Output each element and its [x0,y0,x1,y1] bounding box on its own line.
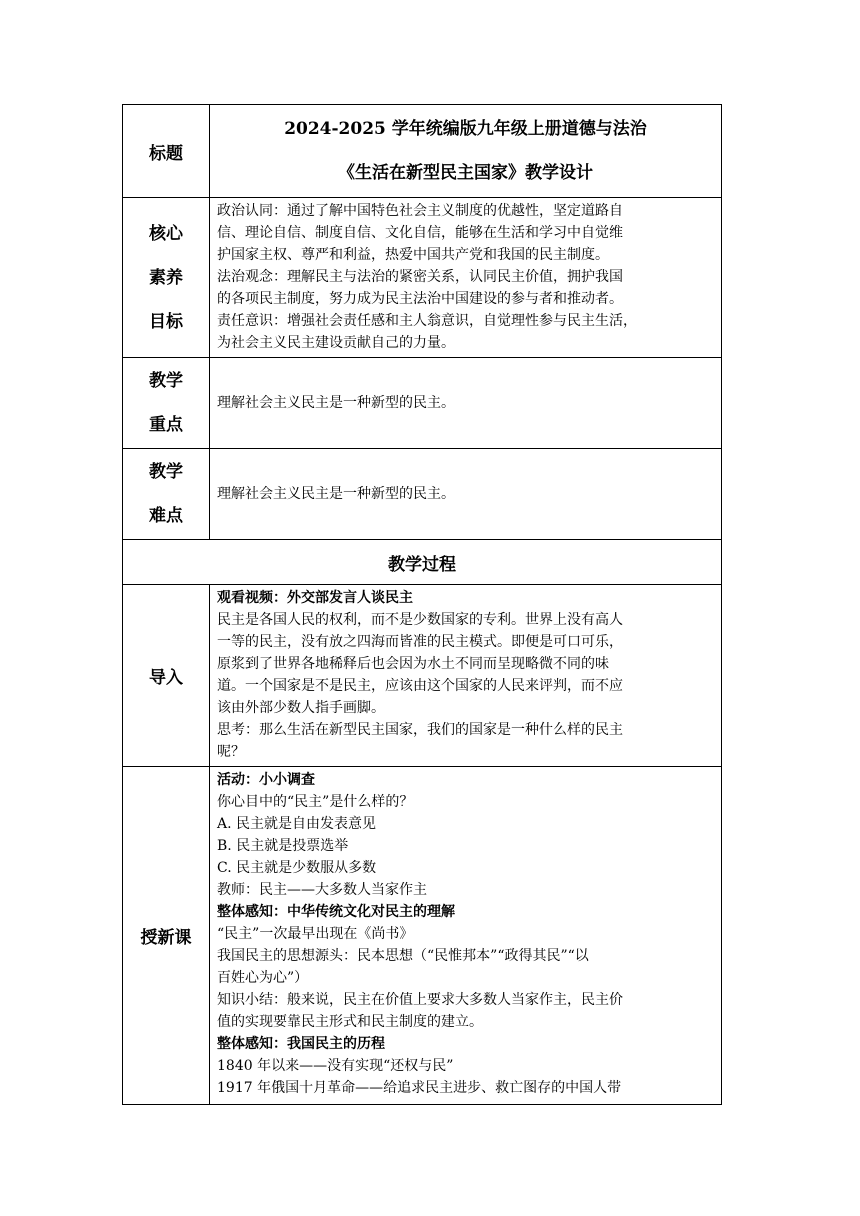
text-line: 你心目中的“民主”是什么样的？ [217,794,414,810]
text-line: 政治认同：通过了解中国特色社会主义制度的优越性，坚定道路自 [217,203,623,219]
label-line: 素养 [149,267,183,288]
section-subheading: 整体感知：中华传统文化对民主的理解 [217,904,455,920]
text-line: 1840 年以来——没有实现“还权与民” [217,1058,454,1074]
text-line: A. 民主就是自由发表意见 [217,816,377,832]
label-line: 难点 [149,506,183,526]
intro-label: 导入 [123,585,210,767]
section-subheading: 整体感知：我国民主的历程 [217,1036,385,1052]
text-line: 思考：那么生活在新型民主国家，我们的国家是一种什么样的民主 [217,722,623,738]
text-line: C. 民主就是少数服从多数 [217,860,377,876]
core-literacy-row [123,198,722,358]
label-line: 重点 [149,415,183,435]
text-line: 道。一个国家是不是民主，应该由这个国家的人民来评判，而不应 [217,678,623,694]
new-lesson-content [210,767,722,1105]
lesson-plan-table [122,104,722,1105]
text-line: 呢？ [217,744,245,760]
text-line: 原浆到了世界各地稀释后也会因为水土不同而呈现略微不同的味 [217,656,609,672]
key-point-content: 理解社会主义民主是一种新型的民主。 [210,358,722,449]
title-line-2: 《生活在新型民主国家》教学设计 [338,163,593,183]
difficulty-content: 理解社会主义民主是一种新型的民主。 [210,449,722,540]
title-row [123,105,722,198]
text-line: 责任意识：增强社会责任感和主人翁意识，自觉理性参与民主生活， [217,313,637,329]
new-lesson-row [123,767,722,1105]
label-line: 教学 [149,462,183,482]
text-line: 民主是各国人民的权利，而不是少数国家的专利。世界上没有高人 [217,612,623,628]
text-line: B. 民主就是投票选举 [217,838,349,854]
intro-row [123,585,722,767]
text-line: 该由外部少数人指手画脚。 [217,700,385,716]
text-line: 的各项民主制度，努力成为民主法治中国建设的参与者和推动者。 [217,291,623,307]
process-heading-row [123,540,722,585]
key-point-row [123,358,722,449]
text-line: 护国家主权、尊严和利益，热爱中国共产党和我国的民主制度。 [217,247,609,263]
text-line: 法治观念：理解民主与法治的紧密关系，认同民主价值，拥护我国 [217,269,623,285]
text-line: 百姓心为心”） [217,970,309,986]
core-literacy-label [123,198,210,358]
new-lesson-label: 授新课 [123,767,210,1105]
difficulty-row [123,449,722,540]
text-line: 知识小结：般来说，民主在价值上要求大多数人当家作主，民主价 [217,992,623,1008]
key-point-label [123,358,210,449]
core-literacy-content [210,198,722,358]
document-title [210,105,722,198]
text-line: 信、理论自信、制度自信、文化自信，能够在生活和学习中自觉维 [217,225,623,241]
intro-heading: 观看视频：外交部发言人谈民主 [217,590,413,606]
label-line: 目标 [149,311,183,332]
text-line: 值的实现要靠民主形式和民主制度的建立。 [217,1014,483,1030]
text-line: 教师：民主——大多数人当家作主 [217,882,427,898]
title-line-1: 2024-2025 学年统编版九年级上册道德与法治 [284,119,647,139]
section-subheading: 活动：小小调查 [217,772,315,788]
intro-content [210,585,722,767]
text-line: 为社会主义民主建设贡献自己的力量。 [217,335,455,351]
text-line: “民主”一次最早出现在《尚书》 [217,926,414,942]
label-line: 教学 [149,371,183,391]
text-line: 我国民主的思想源头：民本思想（“民惟邦本”“政得其民”“以 [217,948,589,964]
title-label: 标题 [123,105,210,198]
text-line: 一等的民主，没有放之四海而皆准的民主模式。即便是可口可乐， [217,634,623,650]
section-heading: 教学过程 [123,540,722,585]
difficulty-label [123,449,210,540]
text-line: 1917 年俄国十月革命——给追求民主进步、救亡图存的中国人带 [217,1080,622,1096]
label-line: 核心 [149,223,183,244]
